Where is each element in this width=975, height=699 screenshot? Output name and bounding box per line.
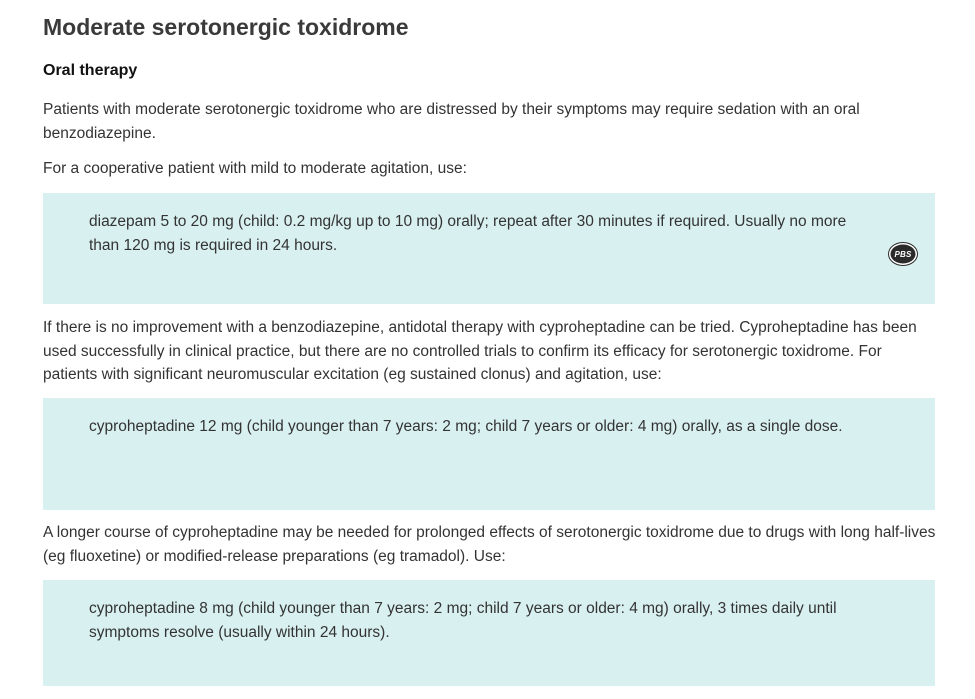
- drug-box-diazepam: [43, 193, 935, 304]
- pbs-badge-label: PBS: [894, 249, 912, 259]
- drug-text-cyproheptadine-course: cyproheptadine 8 mg (child younger than 7 years: 2 mg; child 7 years or older: 4 mg) orally, 3 times daily until symptoms resolve (usually within 24 hours).: [89, 600, 837, 641]
- drug-text-diazepam: diazepam 5 to 20 mg (child: 0.2 mg/kg up to 10 mg) orally; repeat after 30 minutes if required. Usually no more than 120 mg is required in 24 hours.: [89, 213, 847, 254]
- paragraph-longer-course: A longer course of cyproheptadine may be needed for prolonged effects of serotonergic toxidrome due to drugs with long half-lives (eg fluoxetine) or modified-release preparations (eg tramadol). Use:: [43, 524, 936, 565]
- drug-box-cyproheptadine-single: [43, 398, 935, 510]
- section-heading-oral-therapy: Oral therapy: [43, 62, 138, 79]
- paragraph-cooperative: For a cooperative patient with mild to moderate agitation, use:: [43, 160, 467, 177]
- paragraph-no-improvement: If there is no improvement with a benzodiazepine, antidotal therapy with cyproheptadine can be tried. Cyproheptadine has been used successfully in clinical practice, but there are no controlled trials to confirm its efficacy for serotonergic toxidrome. For patients with significant neuromuscular excitation (eg sustained clonus) and agitation, use:: [43, 319, 917, 383]
- paragraph-intro: Patients with moderate serotonergic toxidrome who are distressed by their symptoms may require sedation with an oral benzodiazepine.: [43, 101, 860, 142]
- page-title: Moderate serotonergic toxidrome: [43, 14, 409, 40]
- drug-box-cyproheptadine-course: [43, 580, 935, 686]
- drug-text-cyproheptadine-single: cyproheptadine 12 mg (child younger than 7 years: 2 mg; child 7 years or older: 4 mg) orally, as a single dose.: [89, 418, 843, 435]
- pbs-icon[interactable]: [889, 243, 917, 265]
